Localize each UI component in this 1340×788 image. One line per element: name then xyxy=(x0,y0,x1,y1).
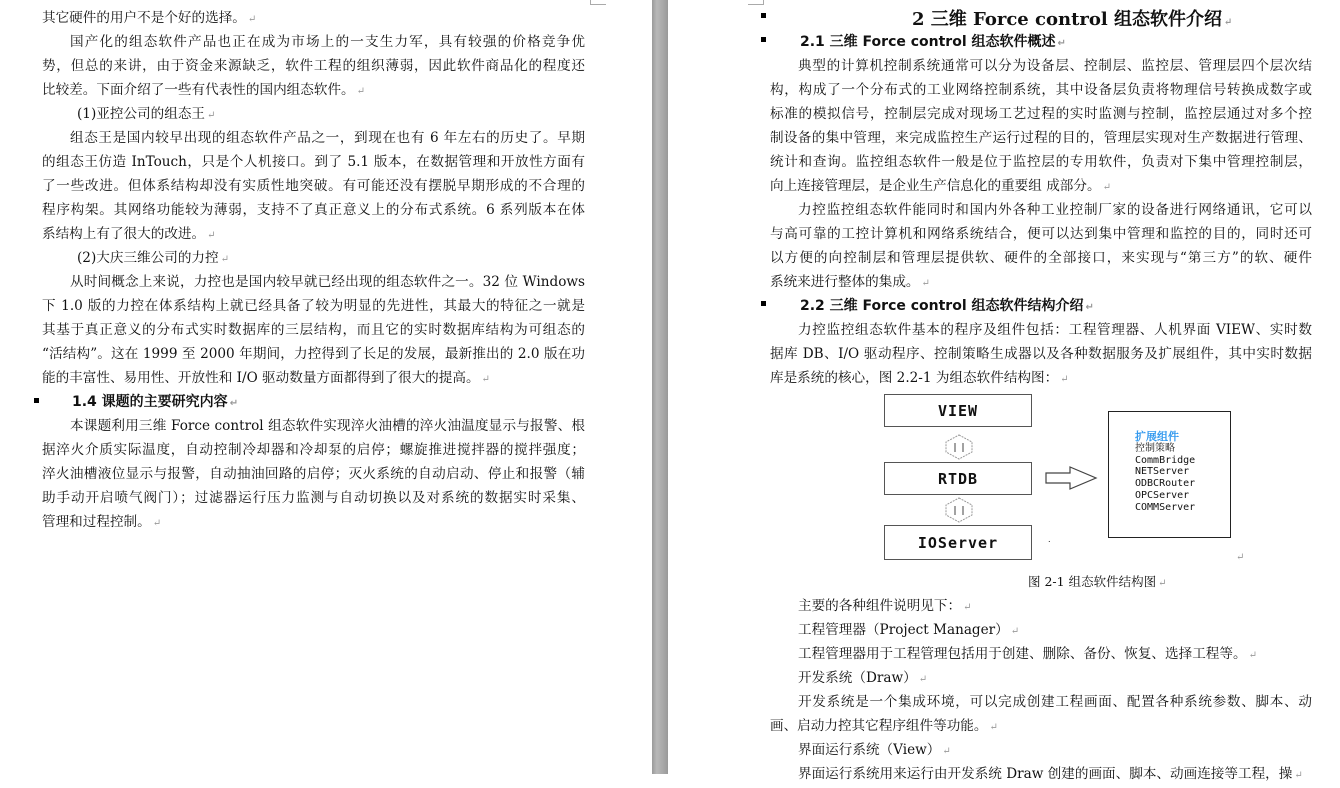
line-text: 与高可靠的工控计算机和网络系统结合，便可以达到集中管理和监控的目的，同时还可 xyxy=(770,226,1312,242)
text-line xyxy=(42,78,585,102)
section-heading-1-4 xyxy=(72,390,238,416)
text-line xyxy=(770,126,1312,150)
text-line xyxy=(42,54,585,78)
line-text: (1)亚控公司的组态王 xyxy=(77,106,206,122)
bidirectional-arrow-icon xyxy=(944,434,974,460)
text-line xyxy=(770,318,1312,342)
paragraph-mark: ↵ xyxy=(356,86,366,97)
line-text: 的组态王仿造 InTouch，只是个人机接口。到了 5.1 版本，在数据管理和开放性方面有 xyxy=(42,154,585,170)
line-text: 下 1.0 版的力控在体系结构上就已经具备了较为明显的先进性，其最大的特征之一就是 xyxy=(42,298,585,314)
line-text: 界面运行系统（View） xyxy=(798,742,941,758)
paragraph-mark: ↵ xyxy=(1085,302,1094,313)
text-line xyxy=(42,342,585,366)
text-line xyxy=(42,198,585,222)
line-text: 系结构上有了很大的改进。 xyxy=(42,226,206,242)
ioserver-box: IOServer xyxy=(884,525,1032,560)
extension-title: 扩展组件 xyxy=(1135,430,1179,443)
text-line xyxy=(770,102,1312,126)
text-line xyxy=(770,246,1312,270)
line-text: 开发系统（Draw） xyxy=(798,670,917,686)
view-box: VIEW xyxy=(884,394,1032,427)
paragraph-mark: ↵ xyxy=(481,374,490,385)
line-text: “活结构”。这在 1999 至 2000 年期间，力控得到了长足的发展，最新推出的 2.0 版在功 xyxy=(42,346,585,362)
line-text: 势，但总的来讲，由于资金来源缺乏，软件工程的组织薄弱，因此软件商品化的程度还 xyxy=(42,58,585,74)
rtdb-box: RTDB xyxy=(884,462,1032,495)
line-text: 统计和查询。监控组态软件一般是位于监控层的专用软件，负责对下集中管理控制层， xyxy=(770,154,1312,170)
text-line xyxy=(770,690,1312,714)
text-line xyxy=(42,462,585,486)
text-line xyxy=(770,54,1312,78)
text-line xyxy=(42,150,585,174)
text-line xyxy=(42,414,585,438)
paragraph-mark: ↵ xyxy=(1223,17,1233,28)
extension-components-box xyxy=(1108,411,1231,538)
text-line xyxy=(770,714,1312,738)
heading-text: 2.1 三维 Force control 组态软件概述 xyxy=(800,34,1056,50)
line-text: 典型的计算机控制系统通常可以分为设备层、控制层、监控层、管理层四个层次结 xyxy=(798,58,1312,74)
body-text-components xyxy=(770,594,1312,786)
paragraph-mark: ↵ xyxy=(207,110,216,121)
caption-text: 图 2-1 组态软件结构图 xyxy=(1028,574,1157,589)
text-line xyxy=(42,174,585,198)
line-text: 国产化的组态软件产品也正在成为市场上的一支生力军，具有较强的价格竞争优 xyxy=(70,34,585,50)
text-line xyxy=(42,510,585,534)
text-line xyxy=(770,222,1312,246)
line-text: 工程管理器用于工程管理包括用于创建、删除、备份、恢复、选择工程等。 xyxy=(798,646,1247,662)
extension-item: NETServer xyxy=(1135,466,1190,478)
paragraph-mark: ↵ xyxy=(220,254,229,265)
paragraph-mark: ↵ xyxy=(963,602,972,613)
text-line xyxy=(42,318,585,342)
right-arrow-icon xyxy=(1045,466,1099,490)
text-line xyxy=(770,594,1312,618)
dot: . xyxy=(1048,535,1051,544)
line-text: 画、启动力控其它程序组件等功能。 xyxy=(770,718,988,734)
paragraph-mark: ↵ xyxy=(1102,182,1111,193)
extension-item: COMMServer xyxy=(1135,501,1196,513)
text-line xyxy=(42,486,585,510)
body-text-structure xyxy=(770,318,1312,390)
text-line xyxy=(42,270,585,294)
line-text: 了一些改进。但体系结构却没有实质性地突破。有可能还没有摆脱早期形成的不合理的 xyxy=(42,178,585,194)
section-heading-2-2 xyxy=(800,294,1094,320)
paragraph-mark: ↵ xyxy=(1057,38,1066,49)
extension-item: CommBridge xyxy=(1135,454,1196,466)
text-line xyxy=(770,642,1312,666)
line-text: 能的丰富性、易用性、开放性和 I/O 驱动数量方面都得到了很大的提高。 xyxy=(42,370,480,386)
heading-bullet xyxy=(761,37,766,42)
line-text: 标准的模拟信号，控制层完成对现场工艺过程的实时监测与控制，监控层通过对多个控 xyxy=(770,106,1312,122)
paragraph-mark: ↵ xyxy=(921,278,930,289)
heading-bullet xyxy=(34,398,39,403)
paragraph-mark: ↵ xyxy=(989,722,998,733)
text-line xyxy=(770,270,1312,294)
line-text: 主要的各种组件说明见下： xyxy=(798,598,962,614)
line-text: 本课题利用三维 Force control 组态软件实现淬火油槽的淬火油温度显示与报警、根 xyxy=(70,418,585,434)
line-text: 其基于真正意义的分布式实时数据库的三层结构，而且它的实时数据库结构为可组态的 xyxy=(42,322,585,338)
extension-item: ODBCRouter xyxy=(1135,478,1196,490)
text-line xyxy=(770,366,1312,390)
paragraph-mark: ↵ xyxy=(1158,578,1167,589)
paragraph-mark: ↵ xyxy=(247,14,257,25)
paragraph-mark: ↵ xyxy=(1236,552,1245,563)
section-heading-2-1 xyxy=(800,30,1066,56)
line-text: 力控监控组态软件能同时和国内外各种工业控制厂家的设备进行网络通讯，它可以 xyxy=(798,202,1312,218)
heading-bullet xyxy=(761,301,766,306)
paragraph-mark: ↵ xyxy=(1060,374,1069,385)
line-text: 界面运行系统用来运行由开发系统 Draw 创建的画面、脚本、动画连接等工程，操 xyxy=(798,766,1293,782)
text-line xyxy=(42,102,585,126)
text-line xyxy=(42,246,585,270)
extension-item: OPCServer xyxy=(1135,489,1190,501)
text-line xyxy=(42,126,585,150)
text-line xyxy=(770,198,1312,222)
text-line xyxy=(770,78,1312,102)
paragraph-mark: ↵ xyxy=(942,746,951,757)
paragraph-mark: ↵ xyxy=(1248,650,1257,661)
line-text: 向上连接管理层，是企业生产信息化的重要组 成部分。 xyxy=(770,178,1101,194)
text-line xyxy=(770,666,1312,690)
line-text: 其它硬件的用户不是个好的选择。 xyxy=(42,10,246,26)
line-text: 管理和过程控制。 xyxy=(42,514,151,530)
line-text: 制设备的集中管理，来完成监控生产运行过程的目的，管理层实现对生产数据进行管理、 xyxy=(770,130,1312,146)
line-text: 构，构成了一个分布式的工业网络控制系统，其中设备层负责将物理信号转换成数字或 xyxy=(770,82,1312,98)
heading-text: 2.2 三维 Force control 组态软件结构介绍 xyxy=(800,298,1084,314)
line-text: 力控监控组态软件基本的程序及组件包括：工程管理器、人机界面 VIEW、实时数 xyxy=(798,322,1312,338)
body-text-overview xyxy=(770,54,1312,294)
page-gap xyxy=(652,0,668,774)
line-text: 程序构架。其网络功能较为薄弱，支持不了真正意义上的分布式系统。6 系列版本在体 xyxy=(42,202,585,218)
body-text-top xyxy=(42,6,585,390)
document-page-left xyxy=(0,0,652,774)
line-text: 据库 DB、I/O 驱动程序、控制策略生成器以及各种数据服务及扩展组件，其中实时数据 xyxy=(770,346,1312,362)
bidirectional-arrow-icon xyxy=(944,497,974,523)
text-line xyxy=(42,294,585,318)
paragraph-mark: ↵ xyxy=(152,518,162,529)
line-text: 系统来进行整体的集成。 xyxy=(770,274,920,290)
text-line xyxy=(770,762,1312,786)
chapter-title xyxy=(912,5,1232,31)
chapter-title-text: 2 三维 Force control 组态软件介绍 xyxy=(912,9,1222,30)
paragraph-mark: ↵ xyxy=(207,230,216,241)
line-text: 库是系统的核心，图 2.2-1 为组态软件结构图： xyxy=(770,370,1059,386)
text-line xyxy=(770,150,1312,174)
margin-corner-mark xyxy=(590,0,606,5)
paragraph-mark: ↵ xyxy=(229,398,239,409)
paragraph-mark: ↵ xyxy=(1294,770,1303,781)
heading-text: 1.4 课题的主要研究内容 xyxy=(72,394,228,410)
text-line xyxy=(770,342,1312,366)
text-line xyxy=(42,222,585,246)
line-text: (2)大庆三维公司的力控 xyxy=(77,250,219,266)
line-text: 从时间概念上来说，力控也是国内较早就已经出现的组态软件之一。32 位 Windows xyxy=(70,274,585,290)
line-text: 开发系统是一个集成环境，可以完成创建工程画面、配置各种系统参数、脚本、动 xyxy=(798,694,1312,710)
figure-caption xyxy=(1028,570,1166,596)
text-line xyxy=(42,366,585,390)
line-text: 工程管理器（Project Manager） xyxy=(798,622,1009,638)
text-line xyxy=(770,174,1312,198)
text-line xyxy=(42,6,585,30)
text-line xyxy=(770,738,1312,762)
paragraph-mark: ↵ xyxy=(1010,626,1020,637)
line-text: 以方便的向控制层和管理层提供软、硬件的全部接口，来实现与“第三方”的软、硬件 xyxy=(770,250,1312,266)
margin-corner-mark xyxy=(748,0,764,5)
paragraph-mark: ↵ xyxy=(918,674,928,685)
heading-bullet xyxy=(761,13,766,18)
line-text: 组态王是国内较早出现的组态软件产品之一，到现在也有 6 年左右的历史了。早期 xyxy=(70,130,585,146)
text-line xyxy=(42,438,585,462)
extension-item: 控制策略 xyxy=(1135,442,1175,454)
line-text: 据淬火介质实际温度，自动控制冷却器和冷却泵的启停；螺旋推进搅拌器的搅拌强度； xyxy=(42,442,585,458)
text-line xyxy=(42,30,585,54)
text-line xyxy=(770,618,1312,642)
document-page-right xyxy=(668,0,1340,782)
line-text: 助手动开启喷气阀门）；过滤器运行压力监测与自动切换以及对系统的数据实时采集、 xyxy=(42,490,585,506)
body-text-research xyxy=(42,414,585,534)
line-text: 淬火油槽液位显示与报警，自动抽油回路的启停；灭火系统的自动启动、停止和报警（辅 xyxy=(42,466,585,482)
line-text: 比较差。下面介绍了一些有代表性的国内组态软件。 xyxy=(42,82,355,98)
